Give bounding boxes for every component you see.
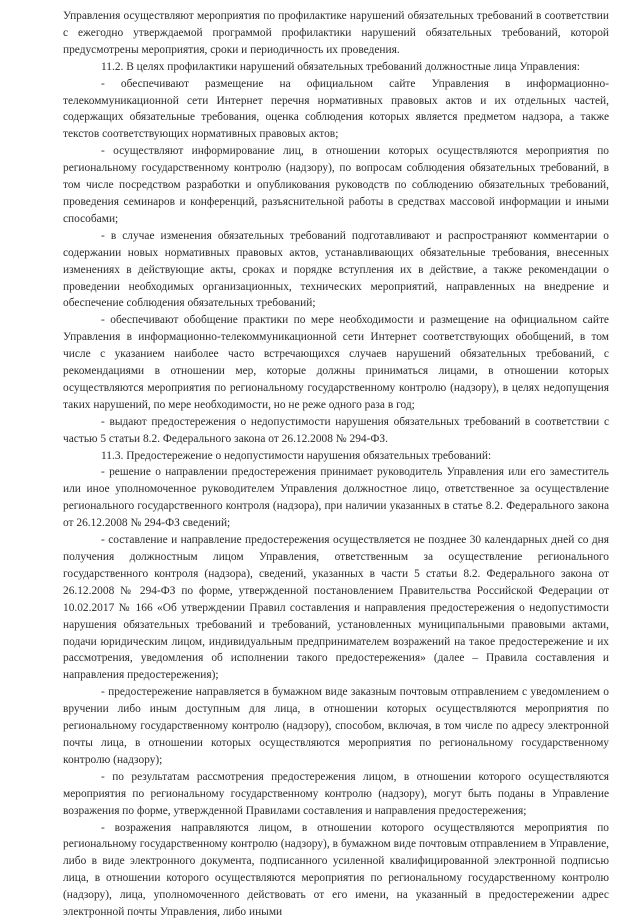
list-item-decision: - решение о направлении предостережения принимает руководитель Управления или его заместитель или иное уполномоченное руководителем Управления должностное лицо, ответственное за осуществление регионального государственного контроля (надзора), при наличии указанных в статье 8.2. Федерального закона от 26.12.2008 № 294-ФЗ сведений; <box>63 466 609 530</box>
list-item-comments: - в случае изменения обязательных требований подготавливают и распространяют комментарии о содержании новых нормативных правовых актов, устанавливающих обязательные требования, внесенных изменениях в действующие акты, сроках и порядке вступления их в действие, а также рекомендации о проведении необходимых организационных, технических мероприятий, направленных на внедрение и обеспечение соблюдения обязательных требований; <box>63 229 609 310</box>
paragraph-continuation: Управления осуществляют мероприятия по профилактике нарушений обязательных требований в соответствии с ежегодно утверждаемой программой профилактики нарушений обязательных требований, которой предусмотрены мероприятия, сроки и периодичность их проведения. <box>63 10 609 56</box>
paragraph-11-3-heading: 11.3. Предостережение о недопустимости нарушения обязательных требований: <box>101 449 492 462</box>
list-item-objections-delivery: - возражения направляются лицом, в отношении которого осуществляются мероприятия по региональному государственному контролю (надзору), в бумажном виде почтовым отправлением в Управление, либо в виде электронного документа, подписанного усиленной квалифицированной электронной подписью лица, в отношении которого осуществляются мероприятия по региональному государственному контролю (надзору), лица, уполномоченного действовать от его имени, на указанный в предостережении адрес электронной почты Управления, либо иными <box>63 821 609 919</box>
list-item-informing: - осуществляют информирование лиц, в отношении которых осуществляются мероприятия по региональному государственному контролю (надзору), по вопросам соблюдения обязательных требований, в том числе посредством разработки и опубликования руководств по соблюдению обязательных требований, проведения семинаров и конференций, разъяснительной работы в средствах массовой информации и иными способами; <box>63 145 609 225</box>
paragraph-11-2-heading: 11.2. В целях профилактики нарушений обязательных требований должностные лица Управления: <box>101 60 580 73</box>
list-item-compilation: - составление и направление предостережения осуществляется не позднее 30 календарных дней со дня получения должностным лицом Управления, ответственным за осуществление регионального государственного контроля (надзора), сведений, указанных в части 5 статьи 8.2. Федерального закона от 26.12.2008 № 294-ФЗ по форме, утвержденной постановлением Правительства Российской Федерации от 10.02.2017 № 166 «Об утверждении Правил составления и направления предостережения о недопустимости нарушения обязательных требований и требований, установленных муниципальными правовыми актами, подачи юридическим лицом, индивидуальным предпринимателем возражений на такое предостережение и их рассмотрения, уведомления об исполнении такого предостережения» (далее – Правила составления и направления предостережения); <box>63 534 609 682</box>
list-item-publish-acts: - обеспечивают размещение на официальном сайте Управления в информационно-телекоммуникационной сети Интернет перечня нормативных правовых актов и их отдельных частей, содержащих обязательные требования, оценка соблюдения которых является предметом надзора, а также текстов соответствующих нормативных правовых актов; <box>63 77 609 141</box>
list-item-warnings: - выдают предостережения о недопустимости нарушения обязательных требований в соответствии с частью 5 статьи 8.2. Федерального закона от 26.12.2008 № 294-ФЗ. <box>63 415 609 445</box>
list-item-generalization: - обеспечивают обобщение практики по мере необходимости и размещение на официальном сайте Управления в информационно-телекоммуникационной сети Интернет соответствующих обобщений, в том числе с указанием наиболее часто встречающихся случаев нарушений обязательных требований, с рекомендациями в отношении мер, которые должны приниматься лицами, в отношении которых осуществляются мероприятия по региональному государственному контролю (надзору), в целях недопущения таких нарушений, по мере необходимости, но не реже одного раза в год; <box>63 314 609 411</box>
list-item-sending: - предостережение направляется в бумажном виде заказным почтовым отправлением с уведомлением о вручении либо иным доступным для лица, в отношении которых осуществляются мероприятия по региональному государственному контролю (надзору), способом, включая, в том числе по адресу электронной почты лица, в отношении которых осуществляются мероприятия по региональному государственному контролю (надзору); <box>63 686 609 766</box>
list-item-objections: - по результатам рассмотрения предостережения лицом, в отношении которого осуществляются мероприятия по региональному государственному контролю (надзору), могут быть поданы в Управление возражения по форме, утвержденной Правилами составления и направления предостережения; <box>63 770 609 817</box>
